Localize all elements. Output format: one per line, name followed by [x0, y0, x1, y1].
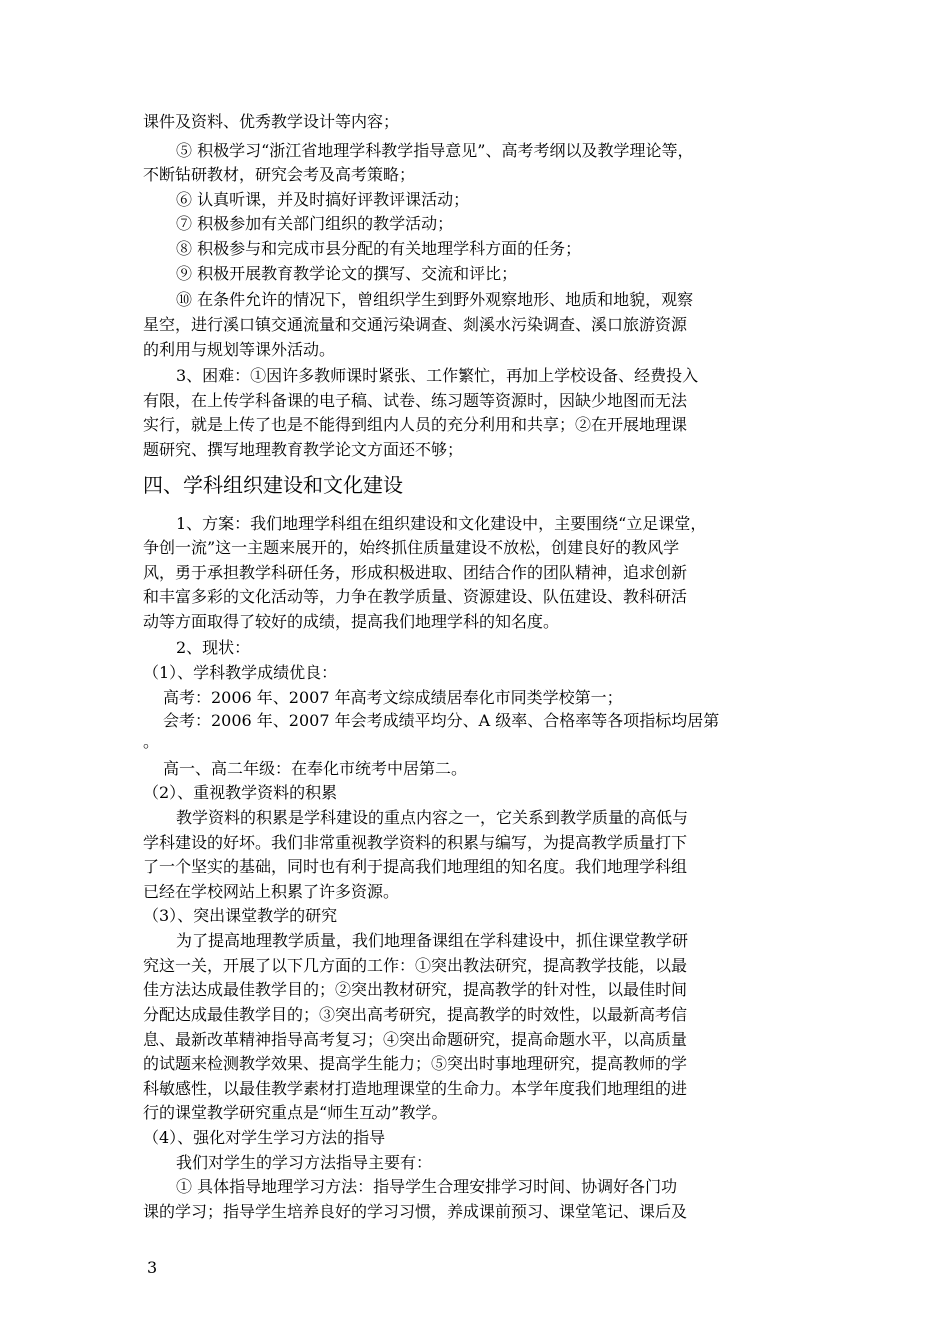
text-line: 行的课堂教学研究重点是“师生互动”教学。	[143, 1103, 448, 1122]
text-line: 的利用与规划等课外活动。	[143, 340, 336, 359]
text-line: 课件及资料、优秀教学设计等内容；	[143, 112, 400, 131]
text-line: 风，勇于承担教学科研任务，形成积极进取、团结合作的团队精神，追求创新	[143, 563, 688, 582]
text-line: 学科建设的好坏。我们非常重视教学资料的积累与编写，为提高教学质量打下	[143, 833, 688, 852]
text-line: ⑩ 在条件允许的情况下，曾组织学生到野外观察地形、地质和地貌，观察	[176, 290, 694, 309]
text-line: 高考：2006 年、2007 年高考文综成绩居奉化市同类学校第一；	[163, 688, 623, 707]
text-line: （4）、强化对学生学习方法的指导	[143, 1128, 386, 1147]
text-line: 科敏感性，以最佳教学素材打造地理课堂的生命力。本学年度我们地理组的进	[143, 1079, 688, 1098]
text-line: 我们对学生的学习方法指导主要有：	[176, 1153, 433, 1172]
section-heading: 四、学科组织建设和文化建设	[143, 473, 403, 497]
text-line: 实行，就是上传了也是不能得到组内人员的充分利用和共享；②在开展地理课	[143, 415, 688, 434]
text-line: 和丰富多彩的文化活动等，力争在教学质量、资源建设、队伍建设、教科研活	[143, 587, 688, 606]
text-line: 1、方案：我们地理学科组在组织建设和文化建设中，主要围绕“立足课堂，	[176, 514, 707, 533]
text-line: ⑦ 积极参加有关部门组织的教学活动；	[176, 214, 454, 233]
text-line: 2、现状：	[176, 638, 251, 657]
text-line: 息、最新改革精神指导高考复习；④突出命题研究，提高命题水平，以高质量	[143, 1030, 688, 1049]
text-line: 题研究、撰写地理教育教学论文方面还不够；	[143, 440, 464, 459]
text-line: 佳方法达成最佳教学目的；②突出教材研究，提高教学的针对性，以最佳时间	[143, 980, 688, 999]
text-line: 的试题来检测教学效果、提高学生能力；⑤突出时事地理研究，提高教师的学	[143, 1054, 688, 1073]
text-line: 星空，进行溪口镇交通流量和交通污染调查、剡溪水污染调查、溪口旅游资源	[143, 315, 688, 334]
text-line: 不断钻研教材，研究会考及高考策略；	[143, 165, 416, 184]
text-line: ⑤ 积极学习“浙江省地理学科教学指导意见”、高考考纲以及教学理论等，	[176, 141, 694, 160]
text-line: 分配达成最佳教学目的；③突出高考研究，提高教学的时效性，以最新高考信	[143, 1005, 688, 1024]
text-line: 动等方面取得了较好的成绩，提高我们地理学科的知名度。	[143, 612, 560, 631]
page-number: 3	[147, 1258, 158, 1277]
text-line: 教学资料的积累是学科建设的重点内容之一，它关系到教学质量的高低与	[176, 808, 689, 827]
text-line: 有限，在上传学科备课的电子稿、试卷、练习题等资源时，因缺少地图而无法	[143, 391, 688, 410]
text-line: 为了提高地理教学质量，我们地理备课组在学科建设中，抓住课堂教学研	[176, 931, 689, 950]
text-line: 究这一关，开展了以下几方面的工作：①突出教法研究，提高教学技能，以最	[143, 956, 688, 975]
text-line: 高一、高二年级：在奉化市统考中居第二。	[163, 759, 468, 778]
text-line: 。	[143, 732, 160, 751]
text-line: 了一个坚实的基础，同时也有利于提高我们地理组的知名度。我们地理学科组	[143, 857, 688, 876]
text-line: 3、困难：①因许多教师课时紧张、工作繁忙，再加上学校设备、经费投入	[176, 366, 699, 385]
text-line: ⑥ 认真听课，并及时搞好评教评课活动；	[176, 190, 470, 209]
text-line: 课的学习；指导学生培养良好的学习习惯，养成课前预习、课堂笔记、课后及	[143, 1202, 688, 1221]
text-line: ⑧ 积极参与和完成市县分配的有关地理学科方面的任务；	[176, 239, 582, 258]
text-line: （3）、突出课堂教学的研究	[143, 906, 338, 925]
text-line: 会考：2006 年、2007 年会考成绩平均分、A 级率、合格率等各项指标均居第	[163, 711, 720, 730]
text-line: （1）、学科教学成绩优良：	[143, 663, 338, 682]
text-line: （2）、重视教学资料的积累	[143, 783, 338, 802]
text-line: 已经在学校网站上积累了许多资源。	[143, 882, 400, 901]
text-line: ① 具体指导地理学习方法：指导学生合理安排学习时间、协调好各门功	[176, 1177, 678, 1196]
text-line: 争创一流”这一主题来展开的，始终抓住质量建设不放松，创建良好的教风学	[143, 538, 680, 557]
text-line: ⑨ 积极开展教育教学论文的撰写、交流和评比；	[176, 264, 518, 283]
